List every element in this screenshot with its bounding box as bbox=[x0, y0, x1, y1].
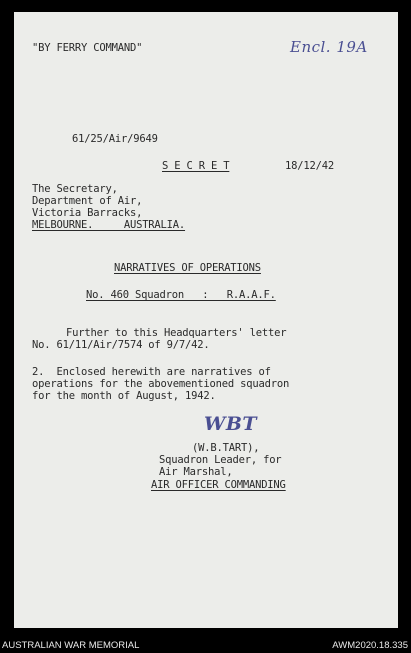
signature: WBT bbox=[204, 413, 258, 435]
footer-accession-number: AWM2020.18.335 bbox=[332, 640, 408, 651]
document-page bbox=[14, 12, 398, 628]
reference-number: 61/25/Air/9649 bbox=[72, 133, 158, 145]
paragraph-2-line-2: operations for the abovementioned squadron bbox=[32, 378, 290, 390]
signatory-title-1: Air Marshal, bbox=[159, 466, 233, 478]
paragraph-1-line-2: No. 61/11/Air/7574 of 9/7/42. bbox=[32, 339, 210, 351]
recipient-line-3: Victoria Barracks, bbox=[32, 207, 143, 219]
subject-heading: NARRATIVES OF OPERATIONS bbox=[114, 262, 261, 274]
recipient-line-2: Department of Air, bbox=[32, 195, 143, 207]
signatory-rank: Squadron Leader, for bbox=[159, 454, 282, 466]
recipient-line-1: The Secretary, bbox=[32, 183, 118, 195]
footer-institution: AUSTRALIAN WAR MEMORIAL bbox=[2, 640, 140, 651]
footer-bar bbox=[0, 640, 411, 653]
paragraph-2-line-1: 2. Enclosed herewith are narratives of bbox=[32, 366, 271, 378]
paragraph-1-line-1: Further to this Headquarters' letter bbox=[66, 327, 287, 339]
paragraph-2-line-3: for the month of August, 1942. bbox=[32, 390, 216, 402]
document-date: 18/12/42 bbox=[285, 160, 334, 172]
document-header: "BY FERRY COMMAND" bbox=[32, 42, 143, 54]
handwritten-annotation: Encl. 19A bbox=[290, 38, 368, 56]
classification: S E C R E T bbox=[162, 160, 230, 172]
signatory-name: (W.B.TART), bbox=[192, 442, 260, 454]
squadron-line: No. 460 Squadron : R.A.A.F. bbox=[86, 289, 276, 301]
signatory-title-2: AIR OFFICER COMMANDING bbox=[151, 479, 286, 491]
recipient-line-4: MELBOURNE. AUSTRALIA. bbox=[32, 219, 186, 231]
